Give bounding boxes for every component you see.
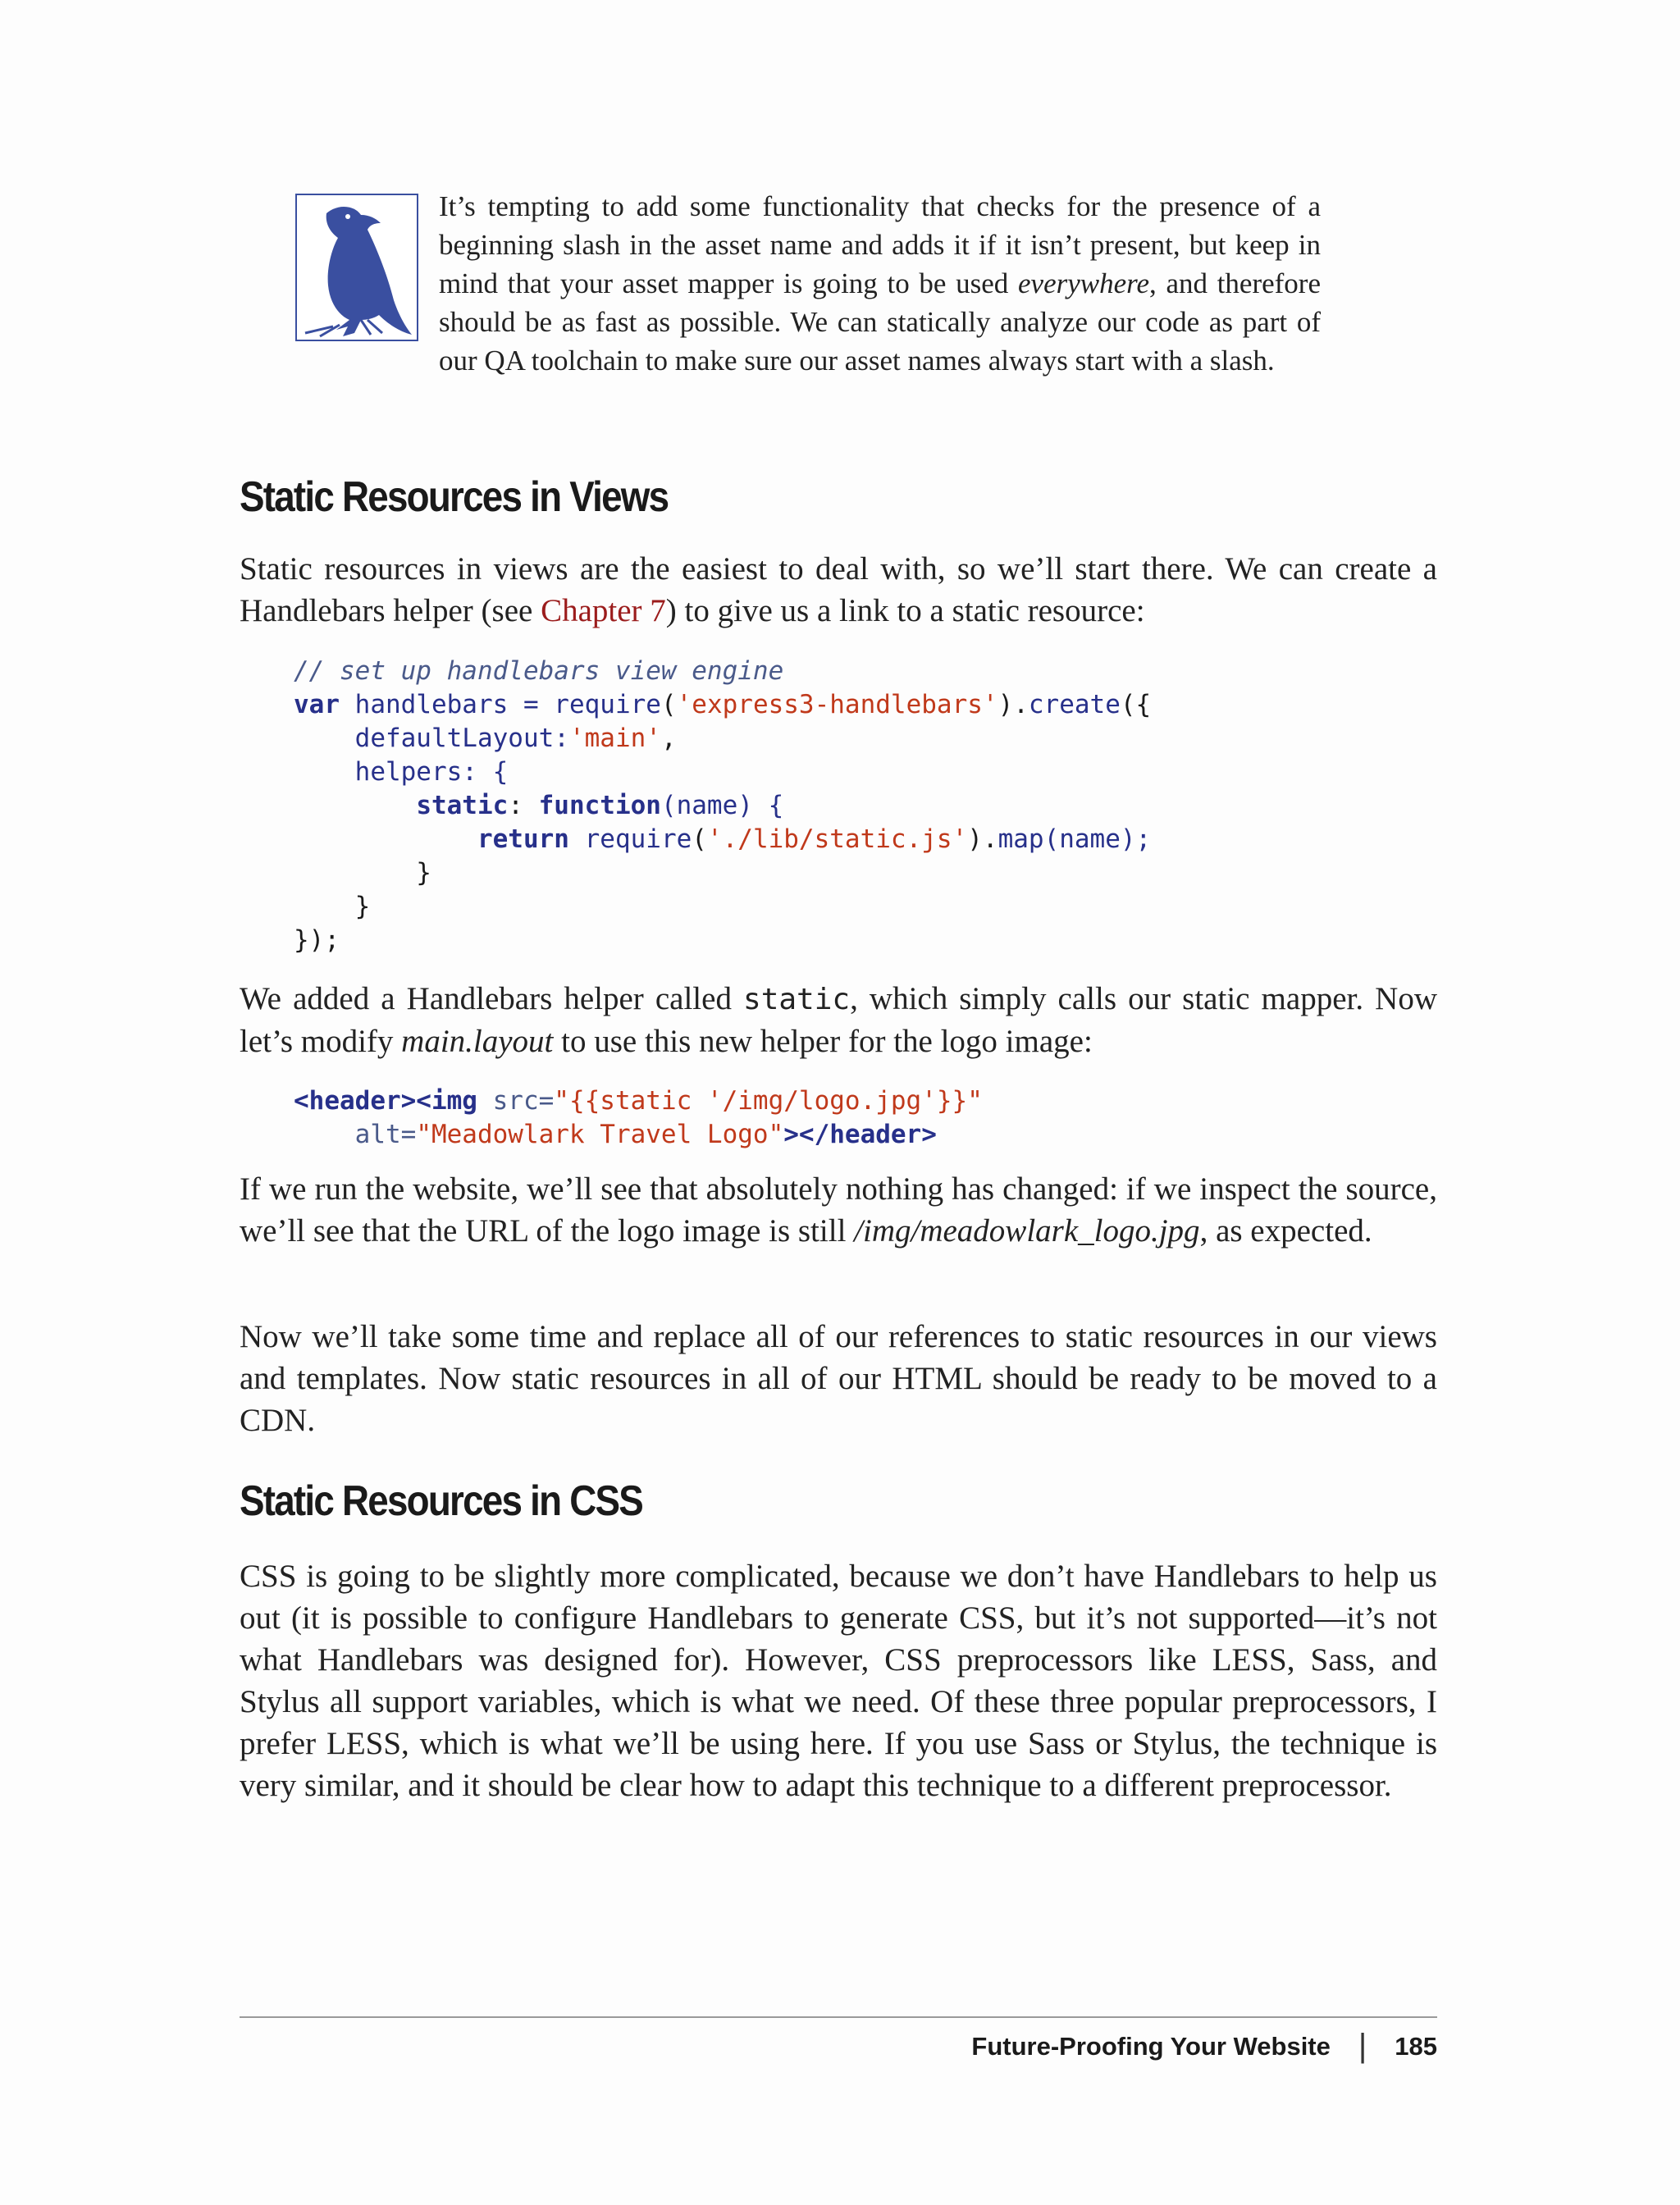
page-number: 185 [1395, 2031, 1437, 2061]
paragraph: Static resources in views are the easiest to deal with, so we’ll start there. We can create a Handlebars helper (see Chapter 7) to give us a link to a static resource: [240, 551, 1437, 628]
code-block-header: <header><img src="{{static '/img/logo.jpg'}}" alt="Meadowlark Travel Logo"></header> [294, 1086, 983, 1149]
section-heading-views: Static Resources in Views [240, 473, 669, 521]
paragraph: CSS is going to be slightly more complicated, because we don’t have Handlebars to help us out (it is possible to configure Handlebars to generate CSS, but it’s not supported—it’s not what Handlebars was designed for). However, CSS preprocessors like LESS, Sass, and Stylus all support variables, which is what we need. Of these three popular preprocessors, I prefer LESS, which is what we’ll be using here. If you use Sass or Stylus, the technique is very similar, and it should be clear how to adapt this technique to a different preprocessor. [240, 1559, 1437, 1803]
paragraph: Now we’ll take some time and replace all of our references to static resources in our views and templates. Now static resources in all of our HTML should be ready to be moved to a CDN. [240, 1319, 1437, 1438]
tip-text: It’s tempting to add some functionality that checks for the presence of a beginning slash in the asset name and adds it if it isn’t present, but keep in mind that your asset mapper is going to be used everywhere, and therefore should be as fast as possible. We can statically analyze our code as part of our QA toolchain to make sure our asset names always start with a slash. [439, 190, 1321, 377]
footer-separator: | [1358, 2028, 1367, 2064]
paragraph: If we run the website, we’ll see that absolutely nothing has changed: if we inspect the source, we’ll see that the URL of the logo image is still /img/meadowlark_logo.jpg, as expected. [240, 1171, 1437, 1249]
footer-divider [240, 2016, 1437, 2018]
running-chapter-title: Future-Proofing Your Website [971, 2031, 1331, 2061]
page-footer [971, 2028, 1437, 2065]
section-heading-css: Static Resources in CSS [240, 1477, 643, 1525]
crow-icon [295, 194, 418, 341]
paragraph: We added a Handlebars helper called static, which simply calls our static mapper. Now let’s modify main.layout to use this new helper for the logo image: [240, 981, 1437, 1059]
inline-code: static [743, 983, 851, 1016]
chapter-link[interactable]: Chapter 7 [541, 593, 666, 628]
code-block-handlebars: // set up handlebars view engine var handlebars = require('express3-handlebars').create({ defaultLayout:'main', helpers: { static: function(name) { return require('./lib/static.js').map(name); } } }); [294, 656, 1152, 955]
